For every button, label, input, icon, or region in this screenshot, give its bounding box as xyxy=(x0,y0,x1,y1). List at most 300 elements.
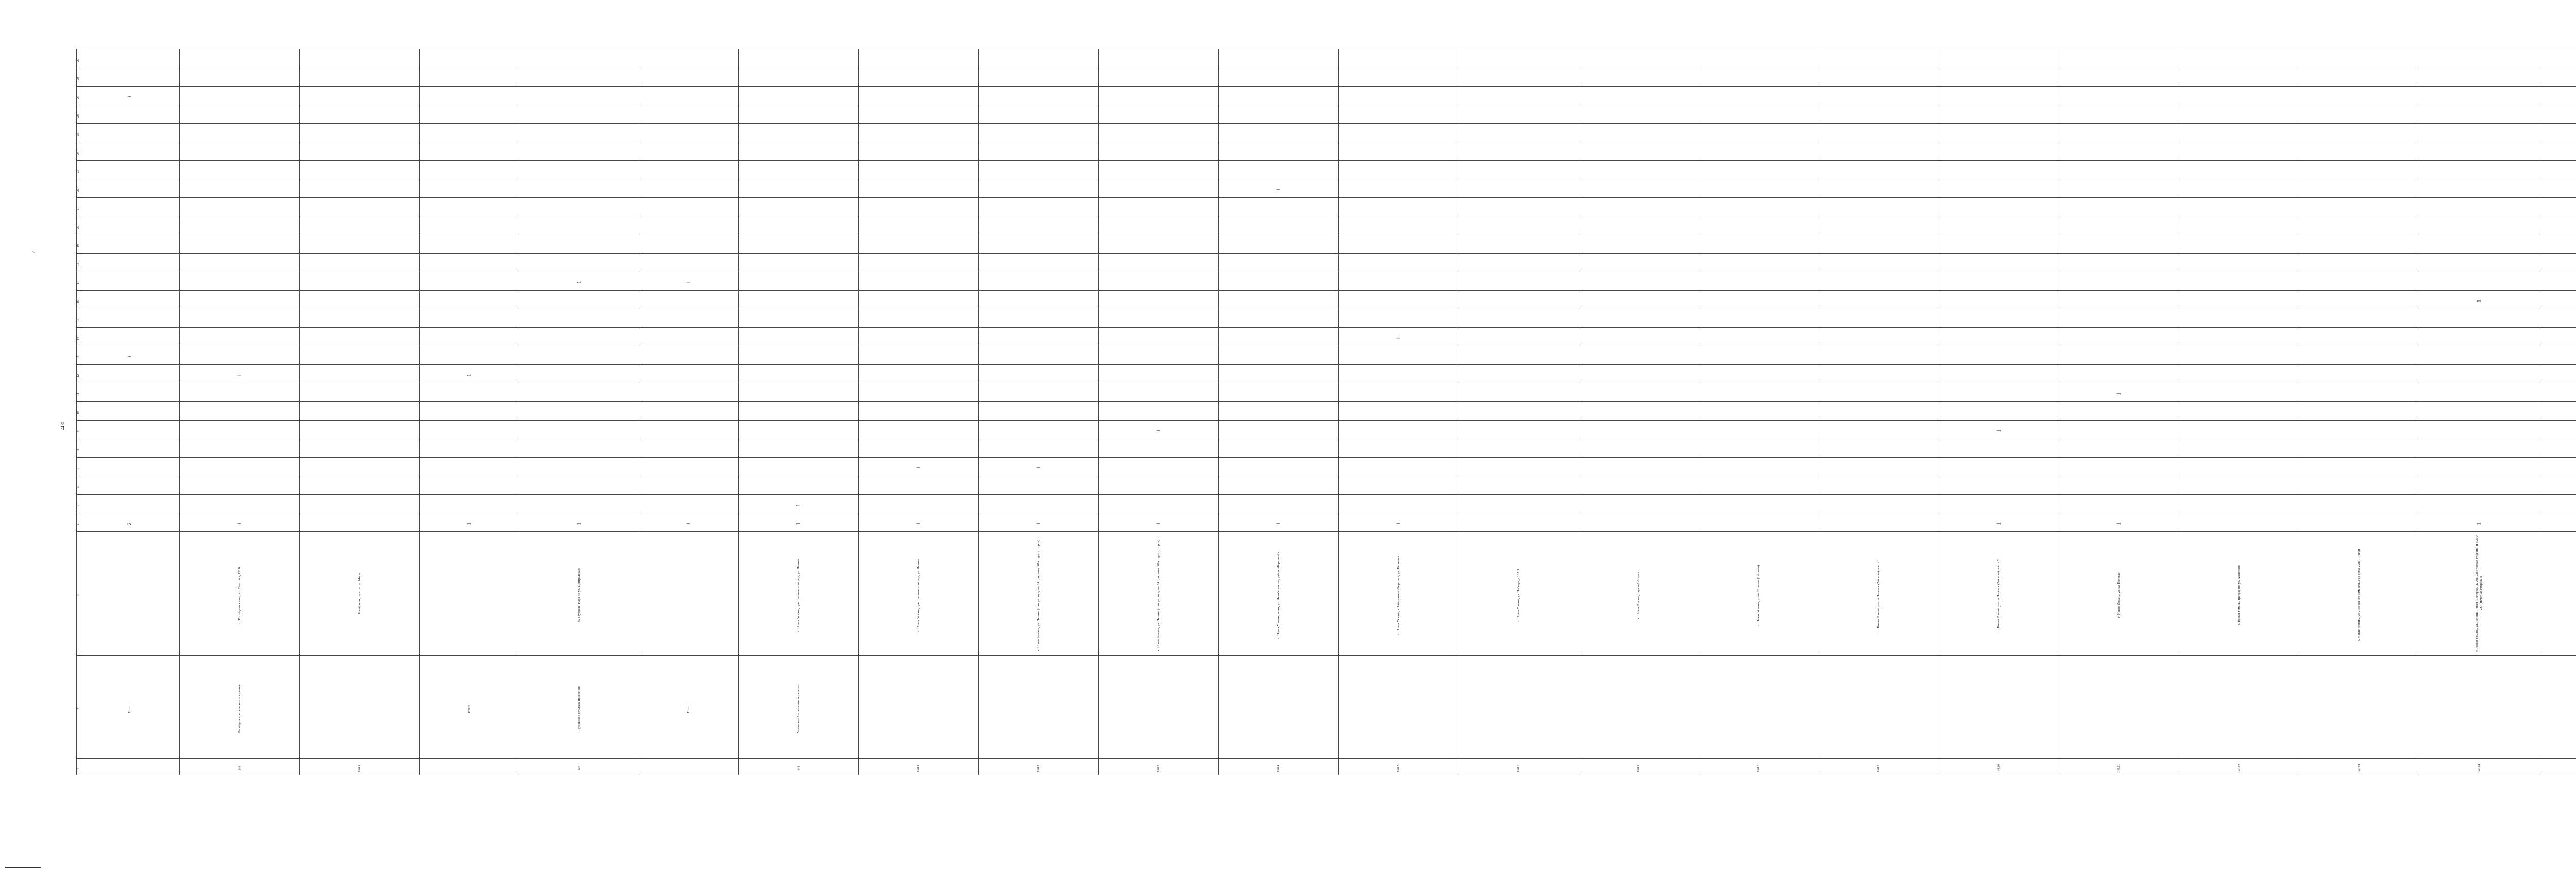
row-number: 148.11 xyxy=(2117,764,2121,773)
table-cell xyxy=(2179,235,2299,254)
table-cell xyxy=(1939,759,2059,775)
table-cell xyxy=(1099,328,1219,346)
table-cell xyxy=(1099,495,1219,513)
table-cell xyxy=(180,402,300,421)
table-cell xyxy=(1339,421,1459,439)
table-cell xyxy=(2059,68,2179,87)
table-cell xyxy=(2299,513,2419,532)
table-cell xyxy=(1699,421,1819,439)
table-row xyxy=(77,513,2576,532)
table-cell xyxy=(859,495,979,513)
table-cell xyxy=(2539,759,2576,775)
table-cell xyxy=(1099,476,1219,495)
table-cell xyxy=(979,656,1099,759)
column-header: 22 xyxy=(77,188,80,192)
table-cell xyxy=(2539,476,2576,495)
table-cell xyxy=(1579,142,1699,161)
table-cell xyxy=(1819,458,1939,476)
table-cell xyxy=(639,759,739,775)
column-header-cell xyxy=(77,759,80,775)
table-cell xyxy=(2419,49,2539,68)
table-cell xyxy=(639,421,739,439)
object-name: с. Новая Усмань, пляж, ул. Левобережная, район «Березка-2» xyxy=(1277,551,1280,639)
table-cell xyxy=(2179,346,2299,365)
scan-edge-mark xyxy=(5,867,41,868)
column-header: 9 xyxy=(77,430,80,432)
table-cell xyxy=(1819,272,1939,291)
table-cell xyxy=(2299,383,2419,402)
table-cell xyxy=(2419,365,2539,383)
table-cell xyxy=(2299,309,2419,328)
table-cell xyxy=(2539,383,2576,402)
table-cell xyxy=(80,216,180,235)
table-cell xyxy=(180,272,300,291)
table-cell xyxy=(2539,532,2576,656)
object-name: с. Новая Усмань, улица Полевая (2-й этап), часть 1 xyxy=(1877,559,1880,631)
table-cell xyxy=(420,49,519,68)
table-cell xyxy=(859,105,979,124)
table-cell xyxy=(1699,328,1819,346)
table-cell xyxy=(420,142,519,161)
table-cell xyxy=(2419,513,2539,532)
table-cell xyxy=(1579,161,1699,179)
table-cell xyxy=(739,421,859,439)
table-cell xyxy=(2059,142,2179,161)
column-header-cell xyxy=(77,198,80,216)
column-header-cell xyxy=(77,328,80,346)
row-number: 148.4 xyxy=(1277,764,1280,772)
table-cell xyxy=(639,68,739,87)
table-cell xyxy=(420,656,519,759)
table-cell xyxy=(80,254,180,272)
column-header: 20 xyxy=(77,225,80,229)
table-cell xyxy=(1099,49,1219,68)
table-cell xyxy=(2419,495,2539,513)
table-cell xyxy=(1219,458,1339,476)
table-cell xyxy=(639,365,739,383)
row-number: 148.14 xyxy=(2478,764,2481,773)
table-cell xyxy=(1459,216,1579,235)
table-cell xyxy=(1219,759,1339,775)
table-cell xyxy=(180,656,300,759)
table-cell xyxy=(1819,124,1939,142)
table-cell xyxy=(859,532,979,656)
table-cell xyxy=(2179,216,2299,235)
table-cell xyxy=(979,346,1099,365)
table-cell xyxy=(2539,198,2576,216)
table-cell xyxy=(979,495,1099,513)
table-cell xyxy=(1339,198,1459,216)
table-cell xyxy=(1819,513,1939,532)
row-number: 148 xyxy=(797,766,800,770)
count-value: 1 xyxy=(466,374,472,376)
table-row xyxy=(77,179,2576,198)
table-cell xyxy=(1819,476,1939,495)
table-cell xyxy=(859,216,979,235)
table-cell xyxy=(1579,309,1699,328)
table-cell xyxy=(80,365,180,383)
table-cell xyxy=(2299,495,2419,513)
table-cell xyxy=(859,179,979,198)
table-cell xyxy=(1939,87,2059,105)
table-cell xyxy=(519,365,639,383)
table-cell xyxy=(420,198,519,216)
table-cell xyxy=(859,513,979,532)
count-value: 1 xyxy=(1396,522,1401,525)
table-cell xyxy=(2539,421,2576,439)
table-cell xyxy=(639,495,739,513)
column-header-cell xyxy=(77,216,80,235)
table-cell xyxy=(1459,87,1579,105)
table-cell xyxy=(639,161,739,179)
table-cell xyxy=(1939,272,2059,291)
table-cell xyxy=(1339,272,1459,291)
table-cell xyxy=(300,124,420,142)
table-cell xyxy=(2179,656,2299,759)
table-cell xyxy=(859,421,979,439)
table-cell xyxy=(420,458,519,476)
table-cell xyxy=(2179,439,2299,458)
table-cell xyxy=(859,272,979,291)
table-cell xyxy=(1219,291,1339,309)
table-cell xyxy=(1699,383,1819,402)
table-cell xyxy=(739,272,859,291)
table-cell xyxy=(1819,198,1939,216)
table-cell xyxy=(2059,198,2179,216)
table-cell xyxy=(1699,365,1819,383)
table-cell xyxy=(1939,458,2059,476)
column-header: 15 xyxy=(77,318,80,322)
table-cell xyxy=(2299,235,2419,254)
table-cell xyxy=(2299,476,2419,495)
table-cell xyxy=(519,161,639,179)
table-cell xyxy=(1699,656,1819,759)
column-header: 29 xyxy=(77,58,80,62)
column-header: 26 xyxy=(77,114,80,118)
column-header-cell xyxy=(77,346,80,365)
table-cell xyxy=(1579,198,1699,216)
table-cell xyxy=(639,49,739,68)
table-cell xyxy=(1819,179,1939,198)
table-cell xyxy=(1939,328,2059,346)
table-cell xyxy=(1699,458,1819,476)
settlement-name: Усманское 1-е сельское поселение xyxy=(796,684,800,733)
table-cell xyxy=(180,124,300,142)
table-cell xyxy=(1099,402,1219,421)
table-cell xyxy=(2419,105,2539,124)
table-cell xyxy=(1219,216,1339,235)
table-cell xyxy=(300,402,420,421)
table-cell xyxy=(1099,161,1219,179)
table-cell xyxy=(1339,235,1459,254)
column-header-cell xyxy=(77,402,80,421)
row-number: 148.3 xyxy=(1157,764,1160,772)
table-cell xyxy=(2179,161,2299,179)
table-cell xyxy=(1579,402,1699,421)
table-cell xyxy=(2419,421,2539,439)
table-cell xyxy=(639,439,739,458)
count-value: 1 xyxy=(1156,522,1161,525)
table-cell xyxy=(2179,179,2299,198)
table-cell xyxy=(420,759,519,775)
table-cell xyxy=(420,235,519,254)
table-cell xyxy=(979,87,1099,105)
table-cell xyxy=(300,476,420,495)
table-cell xyxy=(1819,439,1939,458)
table-cell xyxy=(1939,105,2059,124)
table-row xyxy=(77,759,2576,775)
table-cell xyxy=(2299,124,2419,142)
table-cell xyxy=(420,272,519,291)
table-cell xyxy=(420,495,519,513)
table-cell xyxy=(639,87,739,105)
table-cell xyxy=(1699,142,1819,161)
table-cell xyxy=(300,272,420,291)
table-cell xyxy=(1819,254,1939,272)
table-cell xyxy=(2059,161,2179,179)
table-cell xyxy=(859,49,979,68)
column-header: 19 xyxy=(77,244,80,247)
table-cell xyxy=(979,439,1099,458)
object-name: с. Новая Усмань, улица Полевая (2-й этап), часть 2 xyxy=(1997,559,2001,631)
table-cell xyxy=(1579,495,1699,513)
table-cell xyxy=(2419,383,2539,402)
table-cell xyxy=(2299,439,2419,458)
column-header: 16 xyxy=(77,299,80,303)
column-header: 11 xyxy=(77,392,80,396)
table-cell xyxy=(2299,105,2419,124)
column-header-cell xyxy=(77,421,80,439)
count-value: 1 xyxy=(795,504,801,506)
column-header: 10 xyxy=(77,411,80,414)
table-cell xyxy=(1339,346,1459,365)
table-cell xyxy=(180,198,300,216)
table-cell xyxy=(2539,346,2576,365)
table-cell xyxy=(1939,513,2059,532)
table-cell xyxy=(80,383,180,402)
column-header-cell xyxy=(77,365,80,383)
table-cell xyxy=(979,328,1099,346)
column-header: 1 xyxy=(77,767,80,769)
table-cell xyxy=(2539,161,2576,179)
table-cell xyxy=(1219,161,1339,179)
table-cell xyxy=(639,309,739,328)
table-cell xyxy=(1339,532,1459,656)
table-row xyxy=(77,476,2576,495)
table-cell xyxy=(1339,759,1459,775)
row-number: 146 xyxy=(238,766,241,770)
table-row xyxy=(77,421,2576,439)
table-cell xyxy=(1099,513,1219,532)
table-cell xyxy=(2539,328,2576,346)
table-cell xyxy=(519,439,639,458)
object-name: с. Новая Усмань, ул. Ленина (тротуар от дома 241 до дома 309а с двух сторон) xyxy=(1157,539,1160,651)
column-header: 13 xyxy=(77,355,80,359)
table-cell xyxy=(859,476,979,495)
table-cell xyxy=(300,365,420,383)
table-cell xyxy=(1219,328,1339,346)
column-header: 6 xyxy=(77,486,80,488)
table-cell xyxy=(2539,458,2576,476)
table-cell xyxy=(1579,235,1699,254)
table-row xyxy=(77,309,2576,328)
table-cell xyxy=(519,383,639,402)
table-cell xyxy=(519,272,639,291)
table-cell xyxy=(1459,254,1579,272)
object-name: с. Новая Усмань, центральная площадь, ул. Ленина xyxy=(796,558,800,632)
table-cell xyxy=(639,402,739,421)
table-cell xyxy=(1099,309,1219,328)
table-cell xyxy=(1819,309,1939,328)
table-cell xyxy=(739,235,859,254)
table-cell xyxy=(2059,254,2179,272)
table-cell xyxy=(2419,68,2539,87)
table-cell xyxy=(739,291,859,309)
table-cell xyxy=(180,495,300,513)
table-row xyxy=(77,272,2576,291)
table-cell xyxy=(639,142,739,161)
object-name: с. Новая Усмань, ул. Ленина (тротуар от дома 241 до дома 309а с двух сторон) xyxy=(1037,539,1040,651)
table-cell xyxy=(2539,402,2576,421)
count-value: 1 xyxy=(1156,429,1161,432)
table-cell xyxy=(2179,272,2299,291)
table-cell xyxy=(739,513,859,532)
table-cell xyxy=(639,383,739,402)
table-cell xyxy=(300,421,420,439)
column-header-cell xyxy=(77,142,80,161)
table-cell xyxy=(1939,365,2059,383)
table-cell xyxy=(300,439,420,458)
table-row xyxy=(77,495,2576,513)
table-cell xyxy=(2539,179,2576,198)
table-cell xyxy=(300,68,420,87)
column-header-cell xyxy=(77,235,80,254)
table-cell xyxy=(1219,439,1339,458)
count-value: 1 xyxy=(1276,522,1281,525)
table-cell xyxy=(2419,124,2539,142)
table-cell xyxy=(1819,216,1939,235)
column-header: 21 xyxy=(77,207,80,210)
table-cell xyxy=(2539,291,2576,309)
table-cell xyxy=(2059,272,2179,291)
table-cell xyxy=(80,532,180,656)
table-cell xyxy=(639,272,739,291)
table-cell xyxy=(1939,216,2059,235)
table-cell xyxy=(300,179,420,198)
table-cell xyxy=(2299,254,2419,272)
table-cell xyxy=(2179,495,2299,513)
table-cell xyxy=(1459,142,1579,161)
table-cell xyxy=(1579,179,1699,198)
table-cell xyxy=(1579,656,1699,759)
table-cell xyxy=(300,254,420,272)
object-name: с. Рогнёдино, парк по ул. Мира xyxy=(358,573,361,617)
table-cell xyxy=(180,87,300,105)
table-cell xyxy=(420,124,519,142)
table-cell xyxy=(2059,532,2179,656)
table-cell xyxy=(180,532,300,656)
table-cell xyxy=(1579,346,1699,365)
table-cell xyxy=(979,513,1099,532)
row-number: 148.2 xyxy=(1037,764,1040,772)
table-cell xyxy=(739,87,859,105)
table-cell xyxy=(300,198,420,216)
table-cell xyxy=(1699,309,1819,328)
table-cell xyxy=(2299,272,2419,291)
table-cell xyxy=(739,49,859,68)
table-cell xyxy=(300,458,420,476)
table-cell xyxy=(519,759,639,775)
table-row xyxy=(77,142,2576,161)
row-number: 148.1 xyxy=(917,764,920,772)
table-cell xyxy=(1099,179,1219,198)
table-cell xyxy=(420,513,519,532)
column-header-cell xyxy=(77,439,80,458)
table-cell xyxy=(1459,105,1579,124)
table-cell xyxy=(2419,254,2539,272)
table-cell xyxy=(2179,309,2299,328)
table-cell xyxy=(1819,142,1939,161)
table-cell xyxy=(2539,68,2576,87)
table-cell xyxy=(739,439,859,458)
table-cell xyxy=(180,254,300,272)
table-cell xyxy=(2539,254,2576,272)
table-cell xyxy=(2059,513,2179,532)
table-cell xyxy=(1219,68,1339,87)
table-cell xyxy=(180,161,300,179)
table-cell xyxy=(1219,421,1339,439)
table-cell xyxy=(739,124,859,142)
table-cell xyxy=(80,105,180,124)
count-value: 1 xyxy=(686,281,691,283)
table-cell xyxy=(859,87,979,105)
column-header: 4 xyxy=(77,523,80,525)
column-header-cell xyxy=(77,458,80,476)
table-cell xyxy=(859,383,979,402)
table-cell xyxy=(1339,216,1459,235)
table-cell xyxy=(1699,346,1819,365)
table-cell xyxy=(1099,458,1219,476)
table-cell xyxy=(1219,179,1339,198)
table-cell xyxy=(1099,421,1219,439)
column-header: 18 xyxy=(77,262,80,266)
table-cell xyxy=(1699,179,1819,198)
count-value: 1 xyxy=(236,522,242,525)
table-cell xyxy=(2299,458,2419,476)
table-cell xyxy=(2539,235,2576,254)
object-name: с. Новая Усмань, улица Полевая (1-й этап) xyxy=(1757,565,1760,625)
table-cell xyxy=(80,495,180,513)
table-cell xyxy=(1099,124,1219,142)
object-name: с. Новая Усмань, центральная площадь, ул. Ленина xyxy=(917,558,920,632)
table-cell xyxy=(2059,365,2179,383)
table-cell xyxy=(859,68,979,87)
table-row xyxy=(77,402,2576,421)
column-header-cell xyxy=(77,495,80,513)
table-cell xyxy=(1219,513,1339,532)
table-cell xyxy=(300,87,420,105)
table-cell xyxy=(2539,49,2576,68)
table-cell xyxy=(639,179,739,198)
table-cell xyxy=(1939,309,2059,328)
table-cell xyxy=(1099,383,1219,402)
table-cell xyxy=(739,402,859,421)
table-cell xyxy=(859,328,979,346)
table-cell xyxy=(859,142,979,161)
table-cell xyxy=(1219,309,1339,328)
table-cell xyxy=(2059,291,2179,309)
table-cell xyxy=(1459,421,1579,439)
